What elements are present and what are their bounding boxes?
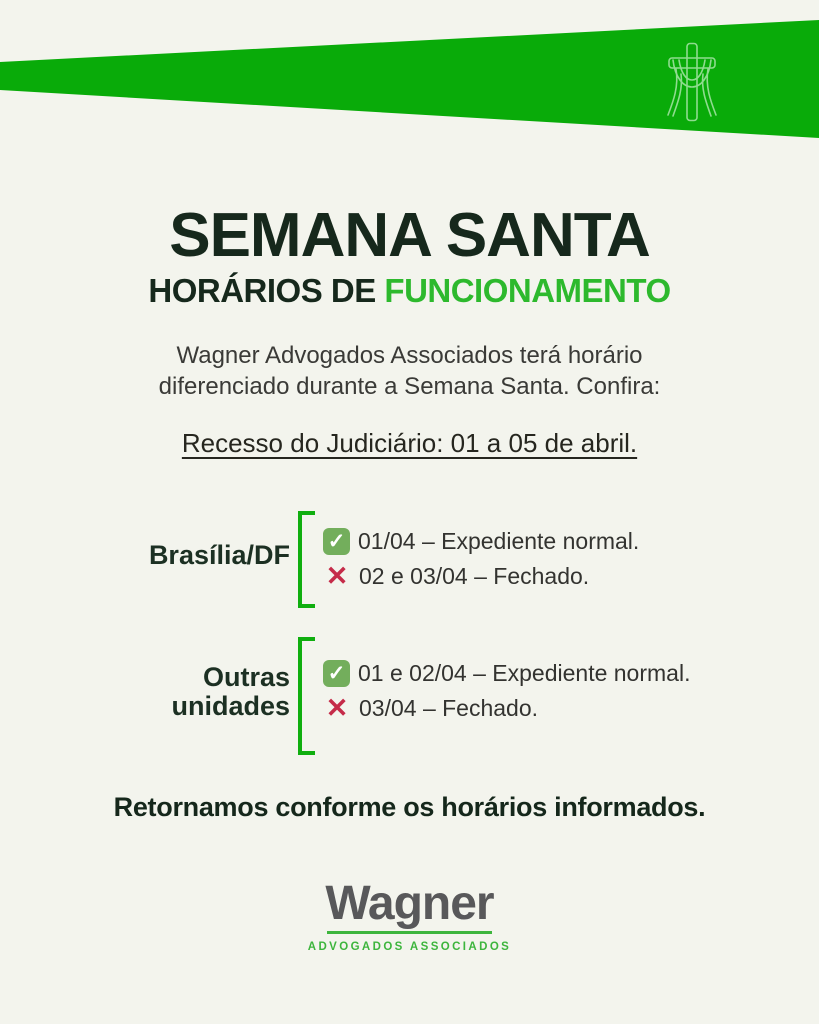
schedule-item-open <box>323 528 639 555</box>
check-icon <box>323 528 350 555</box>
schedule-section-outras <box>0 637 819 755</box>
check-icon <box>323 660 350 687</box>
schedule-item-text: 02 e 03/04 – Fechado. <box>359 562 590 589</box>
subtitle-prefix: HORÁRIOS DE <box>148 272 385 309</box>
schedule-section-brasilia <box>0 511 819 608</box>
schedule-items <box>323 528 639 590</box>
schedule-item-closed <box>323 694 690 722</box>
wagner-logo <box>0 877 819 953</box>
intro-text: Wagner Advogados Associados terá horário diferenciado durante a Semana Santa. Confira: <box>158 342 661 400</box>
recess-notice: Recesso do Judiciário: 01 a 05 de abril. <box>181 428 638 458</box>
schedule-items <box>323 660 690 722</box>
x-icon <box>323 562 351 590</box>
schedule-item-text: 01/04 – Expediente normal. <box>358 528 640 554</box>
schedule-item-text: 01 e 02/04 – Expediente normal. <box>358 660 691 686</box>
section-label: Brasília/DF <box>148 540 290 570</box>
schedule-item-text: 03/04 – Fechado. <box>359 694 539 721</box>
bracket-shape <box>298 511 315 608</box>
closing-line: Retornamos conforme os horários informados. <box>113 792 706 822</box>
logo-tagline: ADVOGADOS ASSOCIADOS <box>307 941 512 953</box>
bracket-shape <box>298 637 315 755</box>
logo-wordmark: Wagner <box>325 877 494 930</box>
subtitle-highlight: FUNCIONAMENTO <box>384 272 671 309</box>
x-icon <box>323 694 351 722</box>
schedule-item-closed <box>323 562 639 590</box>
schedule-item-open <box>323 660 690 687</box>
logo-divider <box>327 931 492 934</box>
page-title: SEMANA SANTA <box>169 201 650 270</box>
section-label: Outras unidades <box>171 662 290 721</box>
draped-cross-icon <box>664 42 720 124</box>
page-subtitle <box>0 272 819 310</box>
